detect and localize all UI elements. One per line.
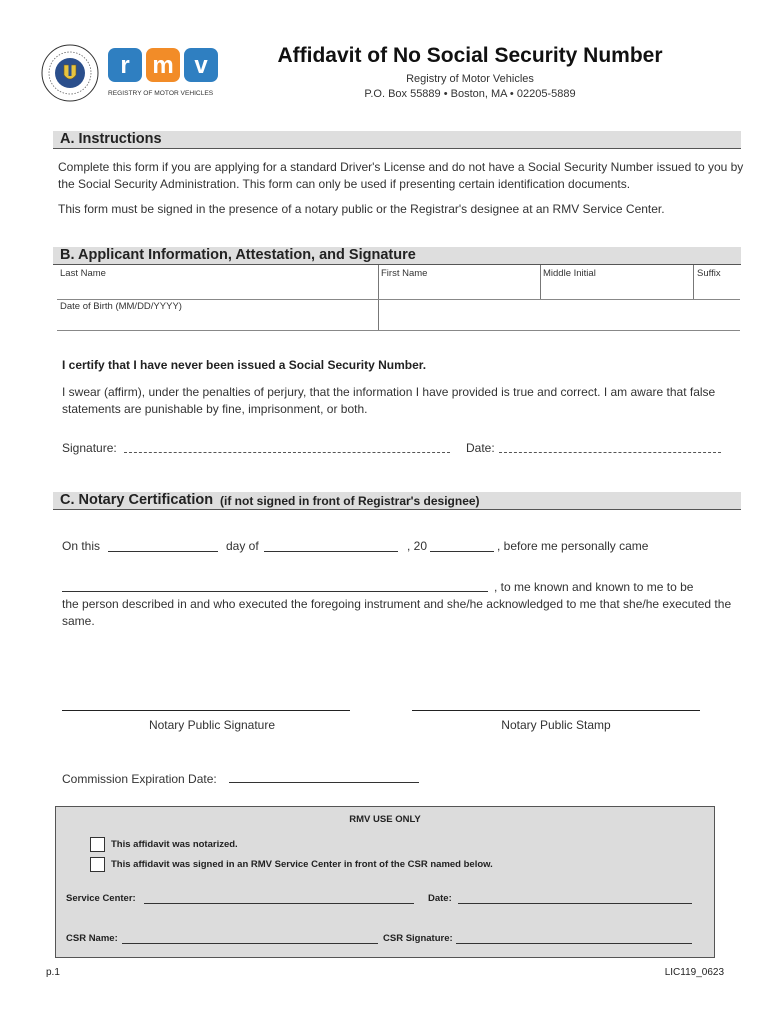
notarized-label: This affidavit was notarized. [111,839,238,850]
notary-stamp-label: Notary Public Stamp [501,718,611,732]
commission-expiration-label: Commission Expiration Date: [62,772,217,786]
last-name-label: Last Name [60,268,106,279]
massachusetts-seal-icon [41,44,99,102]
signature-label: Signature: [62,441,117,455]
first-name-label: First Name [381,268,428,279]
signature-line[interactable] [124,452,450,453]
instructions-paragraph: Complete this form if you are applying for a standard Driver's License and do not have a Social Security Number issued to you by the Social Security Administration. This form can only be used if presenting certain identification documents. [58,160,744,191]
section-c-title: C. Notary Certification [60,492,214,508]
suffix-label: Suffix [697,268,721,279]
on-this-label: On this [62,539,101,553]
rmv-date-label: Date: [428,893,452,904]
section-b-header [53,247,741,264]
divider [378,265,379,331]
perjury-statement: I swear (affirm), under the penalties of perjury, that the information I have provided is true and correct. I am aware that false statements are punishable by fine, imprisonment, or both. [62,385,716,416]
notary-requirement-paragraph: This form must be signed in the presence of a notary public or the Registrar's designee at an RMV Service Center. [58,202,665,216]
service-center-label: Service Center: [66,893,136,904]
divider [53,509,741,510]
date-label: Date: [466,441,495,455]
date-line[interactable] [499,452,721,453]
dob-label: Date of Birth (MM/DD/YYYY) [60,301,182,312]
commission-expiration-line[interactable] [229,782,419,783]
rmv-use-title: RMV USE ONLY [349,814,421,825]
suffix-field[interactable] [696,280,738,297]
person-name-line[interactable] [62,591,488,592]
last-name-field[interactable] [58,280,378,297]
divider [57,330,740,331]
agency-po-box: P.O. Box 55889 • Boston, MA • 02205-5889 [364,88,576,100]
section-a-header [53,131,741,148]
svg-text:v: v [194,52,208,79]
before-me-label: , before me personally came [497,539,649,553]
csr-signature-line[interactable] [456,943,692,944]
notary-stamp-line[interactable] [412,710,700,711]
svg-text:r: r [120,52,130,79]
svg-text:REGISTRY OF MOTOR VEHICLES: REGISTRY OF MOTOR VEHICLES [108,90,214,97]
month-line[interactable] [264,551,398,552]
middle-initial-label: Middle Initial [543,268,596,279]
divider [540,265,541,299]
day-of-label: day of [226,539,259,553]
rmv-logo [108,48,220,100]
csr-name-label: CSR Name: [66,933,118,944]
page-number: p.1 [46,967,60,978]
divider [53,264,741,265]
middle-initial-field[interactable] [542,280,692,297]
acknowledgment-text: the person described in and who executed the foregoing instrument and she/he acknowledged to me that she/he executed the same. [62,597,732,628]
divider [693,265,694,299]
service-center-checkbox[interactable] [90,857,105,872]
divider [57,299,740,300]
dob-field[interactable] [58,313,376,329]
day-line[interactable] [108,551,218,552]
agency-name: Registry of Motor Vehicles [406,73,534,85]
year-line[interactable] [430,551,494,552]
rmv-date-line[interactable] [458,903,692,904]
notary-signature-label: Notary Public Signature [148,718,276,732]
known-text: , to me known and known to me to be [494,580,694,594]
service-center-signed-label: This affidavit was signed in an RMV Service Center in front of the CSR named below. [111,859,493,870]
year-prefix: , 20 [407,539,428,553]
agency-address [240,72,700,102]
section-a-title: A. Instructions [60,131,162,147]
first-name-field[interactable] [380,280,538,297]
certification-statement: I certify that I have never been issued a Social Security Number. [62,358,427,372]
svg-text:m: m [152,52,174,79]
rmv-use-only-box [55,806,715,958]
service-center-line[interactable] [144,903,414,904]
notary-signature-line[interactable] [62,710,350,711]
csr-signature-label: CSR Signature: [383,933,453,944]
section-c-note: (if not signed in front of Registrar's designee) [220,494,480,508]
csr-name-line[interactable] [122,943,378,944]
divider [53,148,741,149]
section-c-header [53,492,741,509]
section-b-title: B. Applicant Information, Attestation, and Signature [60,247,416,263]
form-id: LIC119_0623 [664,967,724,978]
page-title: Affidavit of No Social Security Number [277,44,663,67]
notarized-checkbox[interactable] [90,837,105,852]
